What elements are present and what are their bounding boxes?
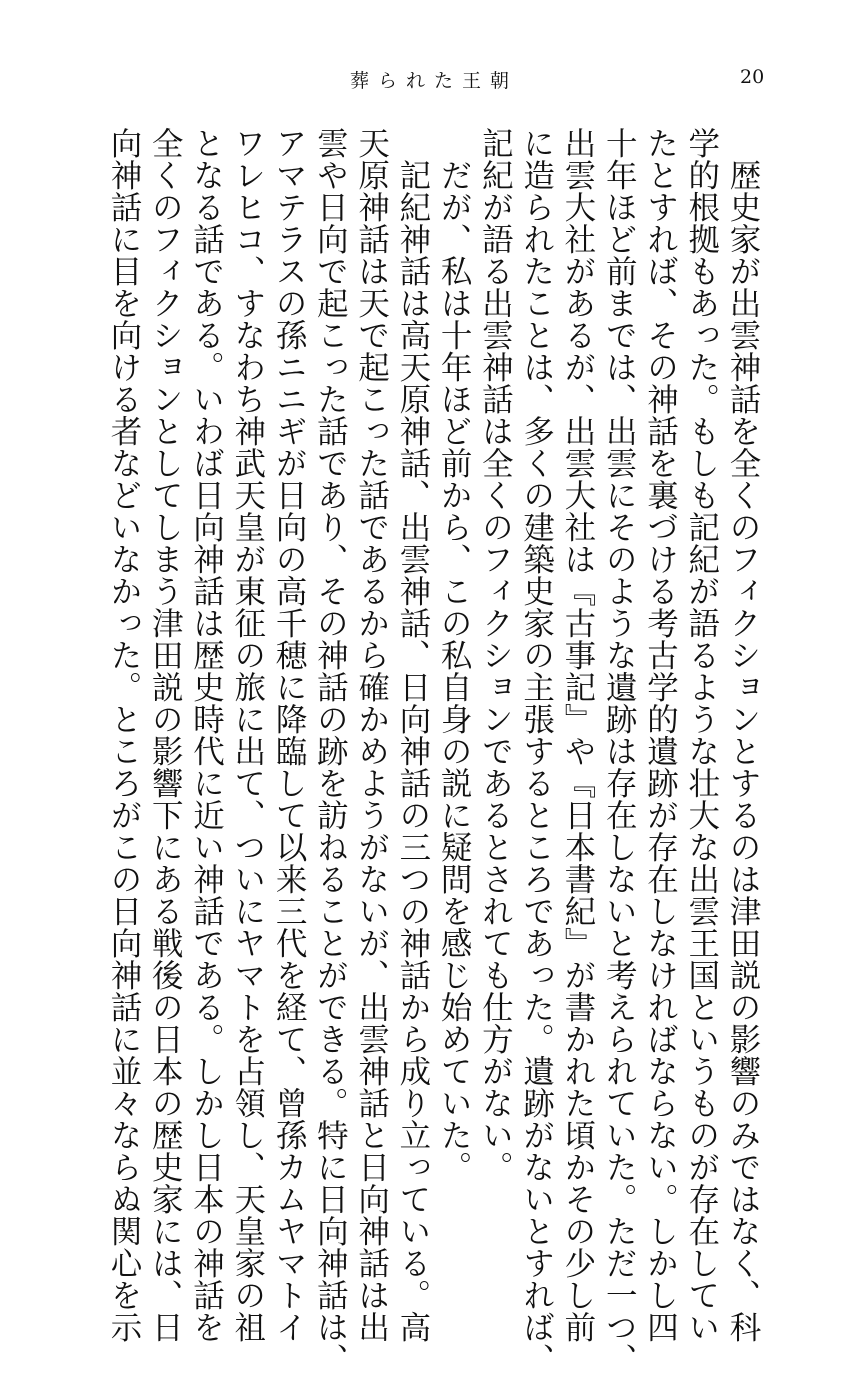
text-line: 記紀神話は高天原神話、出雲神話、日向神話の三つの神話から成り立っている。高: [394, 127, 431, 1343]
text-line: 向神話に目を向ける者などいなかった。ところがこの日向神話に並々ならぬ関心を示: [106, 127, 142, 1343]
text-line: 全くのフィクションとしてしまう津田説の影響下にある戦後の日本の歴史家には、日: [147, 127, 184, 1343]
text-line: ワレヒコ、すなわち神武天皇が東征の旅に出て、ついにヤマトを占領し、天皇家の祖: [229, 127, 266, 1343]
text-line: 記紀が語る出雲神話は全くのフィクションであるとされても仕方がない。: [477, 127, 514, 1183]
book-title: 葬られた王朝: [350, 70, 519, 92]
text-line: 十年ほど前までは、出雲にそのような遺跡は存在しないと考えられていた。ただ一つ、: [601, 127, 638, 1375]
text-line: 学的根拠もあった。もしも記紀が語るような壮大な出雲王国というものが存在してい: [683, 127, 720, 1343]
text-line: 出雲大社があるが、出雲大社は『古事記』や『日本書紀』が書かれた頃かその少し前: [559, 127, 596, 1343]
page-number: 20: [740, 66, 765, 88]
text-line: 天原神話は天で起こった話であるから確かめようがないが、出雲神話と日向神話は出: [353, 127, 390, 1343]
text-line: に造られたことは、多くの建築史家の主張するところであった。遺跡がないとすれば、: [518, 127, 555, 1375]
text-line: 雲や日向で起こった話であり、その神話の跡を訪ねることができる。特に日向神話は、: [312, 127, 349, 1375]
text-line: だが、私は十年ほど前から、この私自身の説に疑問を感じ始めていた。: [436, 127, 473, 1183]
text-line: となる話である。いわば日向神話は歴史時代に近い神話である。しかし日本の神話を: [188, 127, 225, 1343]
text-line: アマテラスの孫ニニギが日向の高千穂に降臨して以来三代を経て、曾孫カムヤマトイ: [271, 127, 308, 1343]
body-text: [106, 127, 761, 1375]
text-line: 歴史家が出雲神話を全くのフィクションとするのは津田説の影響のみではなく、科: [725, 127, 761, 1343]
running-header: [0, 66, 841, 96]
text-line: たとすれば、その神話を裏づける考古学的遺跡が存在しなければならない。しかし四: [642, 127, 679, 1343]
